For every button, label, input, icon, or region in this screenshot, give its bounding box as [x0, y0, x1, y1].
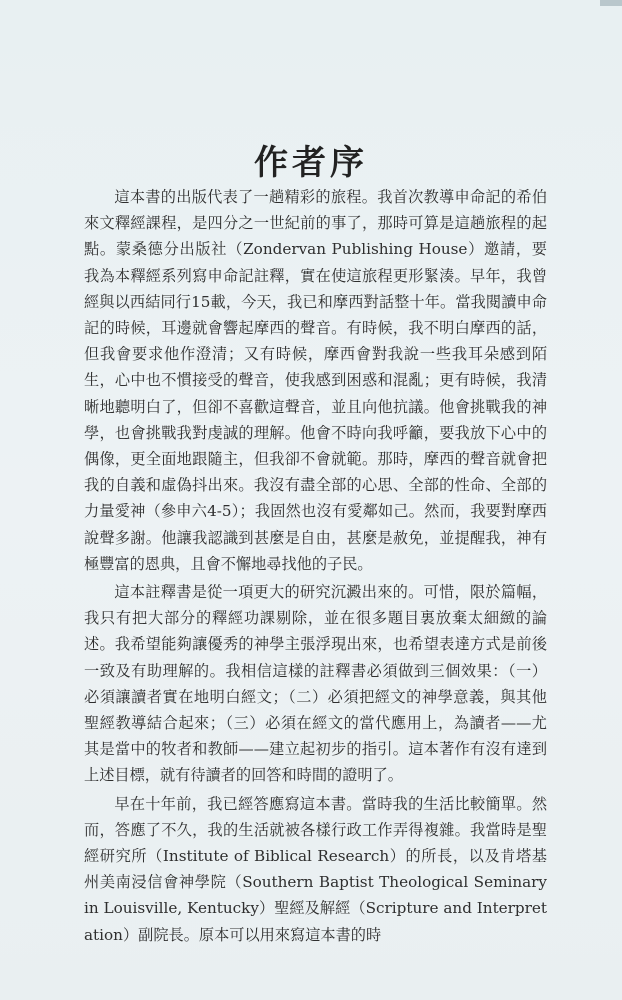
paragraph-2: 這本註釋書是從一項更大的研究沉澱出來的。可惜，限於篇幅，我只有把大部分的釋經功課剔除，並在很多題目裏放棄太細緻的論述。我希望能夠讓優秀的神學主張浮現出來，也希望表達方式是前後一致及有助理解的。我相信這樣的註釋書必須做到三個效果：（一）必須讓讀者實在地明白經文；（二）必須把經文的神學意義，與其他聖經教導結合起來；（三）必須在經文的當代應用上，為讀者——尤其是當中的牧者和教師——建立起初步的指引。這本著作有沒有達到上述目標，就有待讀者的回答和時間的證明了。: [84, 583, 547, 785]
page-title: 作者序: [254, 142, 368, 183]
body-text: [84, 184, 547, 950]
paragraph-3: 早在十年前，我已經答應寫這本書。當時我的生活比較簡單。然而，答應了不久，我的生活就被各樣行政工作弄得複雜。我當時是聖經研究所（Institute of Biblical Research）的所長，以及肯塔基州美南浸信會神學院（Southern Baptist Theological Seminary in Louisville, Kentucky）聖經及解經（Scripture and Interpretation）副院長。原本可以用來寫這本書的時: [84, 794, 547, 944]
page-edge-mark: [600, 0, 622, 6]
paragraph-1: 這本書的出版代表了一趟精彩的旅程。我首次教導申命記的希伯來文釋經課程，是四分之一世紀前的事了，那時可算是這趟旅程的起點。蒙桑德分出版社（Zondervan Publishing House）邀請，要我為本釋經系列寫申命記註釋，實在使這旅程更形緊湊。早年，我曾經與以西結同行15載，今天，我已和摩西對話整十年。當我閱讀申命記的時候，耳邊就會響起摩西的聲音。有時候，我不明白摩西的話，但我會要求他作澄清；又有時候，摩西會對我說一些我耳朵感到陌生，心中也不慣接受的聲音，使我感到困惑和混亂；更有時候，我清晰地聽明白了，但卻不喜歡這聲音，並且向他抗議。他會挑戰我的神學，也會挑戰我對虔誠的理解。他會不時向我呼籲，要我放下心中的偶像，更全面地跟隨主，但我卻不會就範。那時，摩西的聲音就會把我的自義和虛偽抖出來。我沒有盡全部的心思、全部的性命、全部的力量愛神（參申六4-5）；我固然也沒有愛鄰如己。然而，我要對摩西說聲多謝。他讓我認識到甚麼是自由，甚麼是赦免，並提醒我，神有極豐富的恩典，且會不懈地尋找他的子民。: [84, 188, 547, 573]
